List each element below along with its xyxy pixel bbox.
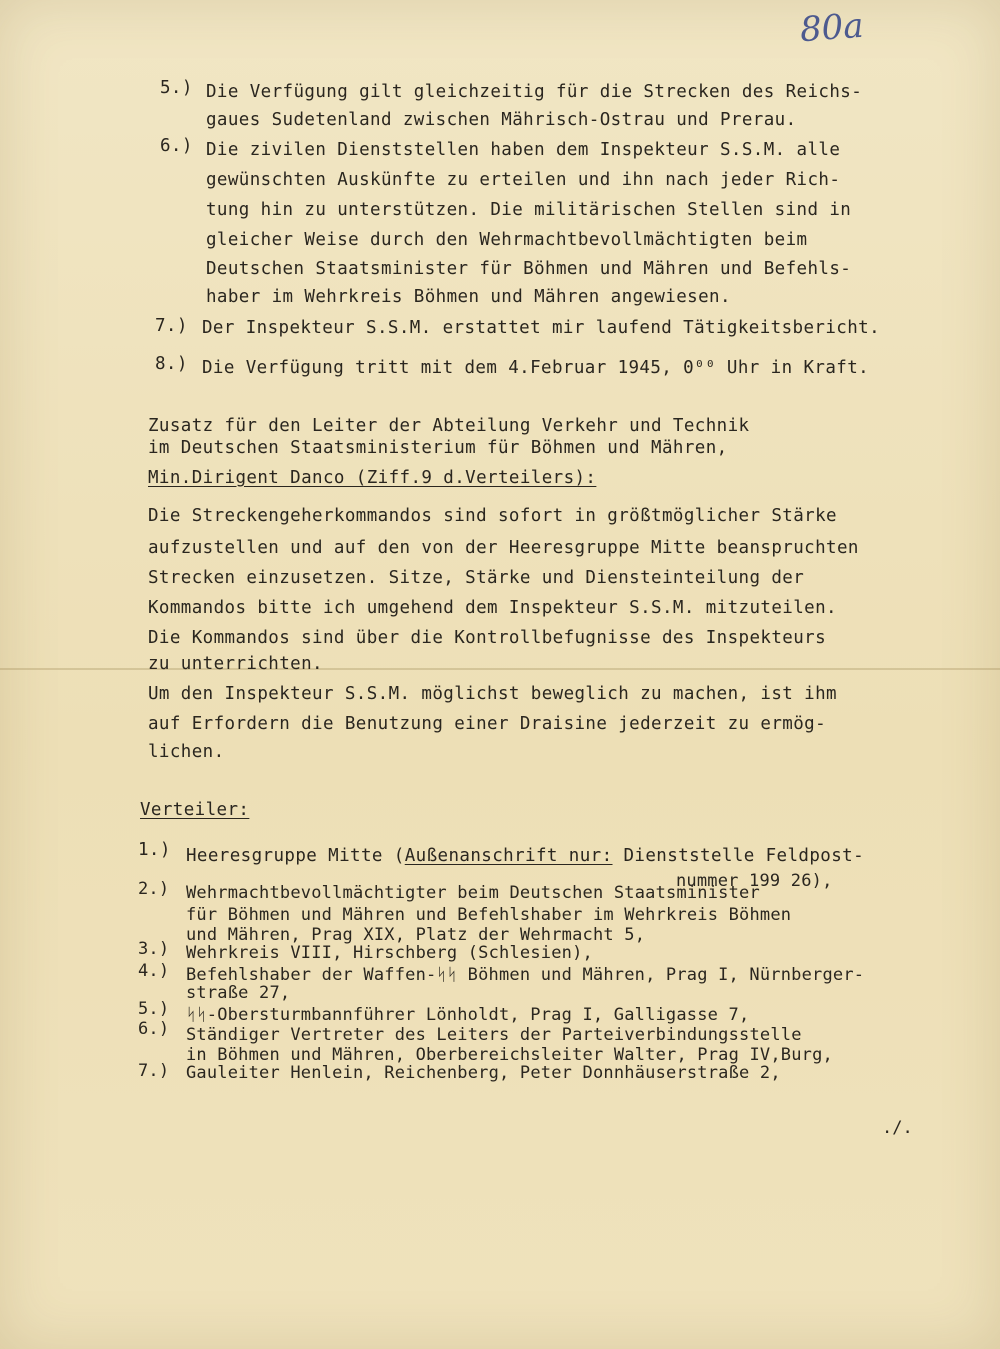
addendum-heading-line-1: Zusatz für den Leiter der Abteilung Verkehr und Technik [148, 416, 750, 436]
distribution-item-1-line-1: Heeresgruppe Mitte (Außenanschrift nur: Dienststelle Feldpost- [186, 846, 865, 866]
distribution-item-6-line-2: in Böhmen und Mähren, Oberbereichsleiter Walter, Prag IV,Burg, [186, 1045, 833, 1065]
distribution-item-4-line-2: straße 27, [186, 983, 291, 1003]
addendum-body-line-6: zu unterrichten. [148, 654, 323, 674]
distribution-item-7-line-1: Gauleiter Henlein, Reichenberg, Peter Donnhäuserstraße 2, [186, 1063, 781, 1083]
addendum-body-line-3: Strecken einzusetzen. Sitze, Stärke und Diensteinteilung der [148, 568, 805, 588]
distribution-item-7-number: 7.) [138, 1061, 170, 1081]
item-6-number: 6.) [160, 136, 193, 156]
addendum-body-line-7: Um den Inspekteur S.S.M. möglichst beweglich zu machen, ist ihm [148, 684, 837, 704]
item-6-line-1: Die zivilen Dienststellen haben dem Inspekteur S.S.M. alle [206, 140, 841, 160]
item-5-number: 5.) [160, 78, 193, 98]
addendum-body-line-9: lichen. [148, 742, 225, 762]
addendum-body-line-8: auf Erfordern die Benutzung einer Draisine jederzeit zu ermög- [148, 714, 827, 734]
distribution-item-1-line-2: nummer 199 26), [676, 871, 833, 891]
item-5-line-2: gaues Sudetenland zwischen Mährisch-Ostrau und Prerau. [206, 110, 797, 130]
distribution-item-2-line-2: für Böhmen und Mähren und Befehlshaber im Wehrkreis Böhmen [186, 905, 792, 925]
distribution-item-3-line-1: Wehrkreis VIII, Hirschberg (Schlesien), [186, 943, 593, 963]
item-7-number: 7.) [155, 316, 188, 336]
item-5-line-1: Die Verfügung gilt gleichzeitig für die Strecken des Reichs- [206, 82, 863, 102]
item-8-number: 8.) [155, 354, 188, 374]
handwritten-page-number: 80a [798, 5, 865, 51]
item-7-line-1: Der Inspekteur S.S.M. erstattet mir laufend Tätigkeitsbericht. [202, 318, 881, 338]
addendum-heading-underlined: Min.Dirigent Danco (Ziff.9 d.Verteilers): [148, 468, 597, 488]
addendum-heading-line-2: im Deutschen Staatsministerium für Böhmen und Mähren, [148, 438, 728, 458]
distribution-item-4-line-1: Befehlshaber der Waffen-ᛋᛋ Böhmen und Mähren, Prag I, Nürnberger- [186, 965, 865, 985]
distribution-item-2-line-3: und Mähren, Prag XIX, Platz der Wehrmacht 5, [186, 925, 646, 945]
item-6-line-5: Deutschen Staatsminister für Böhmen und Mähren und Befehls- [206, 259, 852, 279]
item-6-line-2: gewünschten Auskünfte zu erteilen und ihn nach jeder Rich- [206, 170, 841, 190]
continuation-mark: ./. [882, 1118, 913, 1138]
addendum-body-line-1: Die Streckengeherkommandos sind sofort in größtmöglicher Stärke [148, 506, 837, 526]
distribution-item-1-number: 1.) [138, 840, 171, 860]
distribution-heading: Verteiler: [140, 800, 250, 820]
distribution-item-6-line-1: Ständiger Vertreter des Leiters der Parteiverbindungsstelle [186, 1025, 802, 1045]
distribution-item-3-number: 3.) [138, 939, 170, 959]
item-8-line-1: Die Verfügung tritt mit dem 4.Februar 1945, 0⁰⁰ Uhr in Kraft. [202, 358, 870, 378]
distribution-item-4-number: 4.) [138, 961, 170, 981]
distribution-item-5-number: 5.) [138, 999, 170, 1019]
distribution-item-2-number: 2.) [138, 879, 170, 899]
distribution-item-5-line-1: ᛋᛋ-Obersturmbannführer Lönholdt, Prag I, Galligasse 7, [186, 1005, 750, 1025]
addendum-body-line-2: aufzustellen und auf den von der Heeresgruppe Mitte beanspruchten [148, 538, 859, 558]
item-6-line-3: tung hin zu unterstützen. Die militärischen Stellen sind in [206, 200, 852, 220]
addendum-body-line-4: Kommandos bitte ich umgehend dem Inspekteur S.S.M. mitzuteilen. [148, 598, 837, 618]
addendum-body-line-5: Die Kommandos sind über die Kontrollbefugnisse des Inspekteurs [148, 628, 827, 648]
item-6-line-4: gleicher Weise durch den Wehrmachtbevollmächtigten beim [206, 230, 808, 250]
distribution-item-6-number: 6.) [138, 1019, 170, 1039]
distribution-item-2-line-1: Wehrmachtbevollmächtigter beim Deutschen Staatsminister [186, 883, 760, 903]
item-6-line-6: haber im Wehrkreis Böhmen und Mähren angewiesen. [206, 287, 731, 307]
